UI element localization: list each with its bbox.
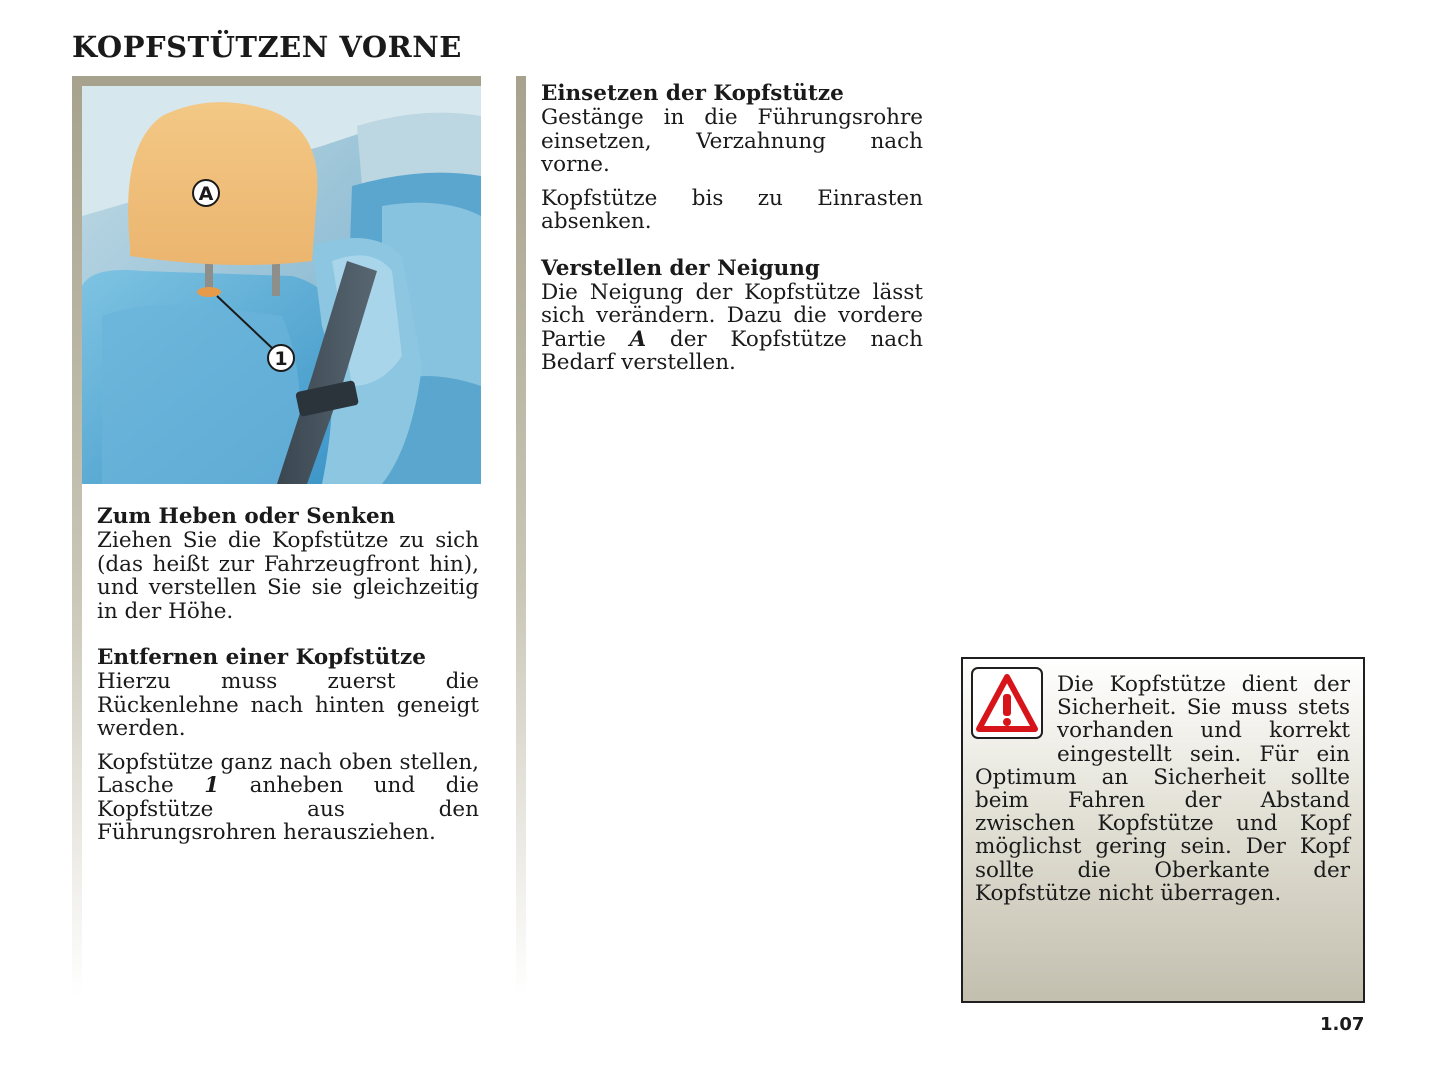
reference-a: A (629, 326, 647, 352)
paragraph-text: anheben und die Kopfstütze aus den Führungsrohren herausziehen. (97, 773, 479, 845)
section-insert-headrest (541, 81, 923, 234)
section-heading: Zum Heben oder Senken (97, 504, 396, 529)
callout-a-label: A (198, 183, 214, 205)
callout-1-label: 1 (274, 348, 288, 370)
paragraph-text: der Kopfstütze nach Bedarf verstellen. (541, 326, 924, 375)
warning-text (975, 673, 1350, 905)
section-paragraph: Gestänge in die Führungsrohre einsetzen, Verzahnung nach vorne. (541, 105, 923, 177)
section-raise-lower (97, 504, 479, 623)
paragraph-text: Die Neigung der Kopfstütze lässt sich verändern. Dazu die vordere Partie (541, 279, 923, 352)
warning-message: Die Kopfstütze dient der Sicherheit. Sie muss stets vorhanden und korrekt eingestellt sein. Für ein Optimum an Sicherheit sollte beim Fahren der Abstand zwischen Kopfstütze und Kopf möglichst gering sein. Der Kopf sollte die Oberkante der Kopfstütze nicht überragen. (975, 672, 1350, 906)
left-divider (72, 76, 82, 996)
left-column (97, 504, 479, 867)
section-paragraph: Kopfstütze bis zu Einrasten absenken. (541, 185, 923, 234)
page-title: KOPFSTÜTZEN VORNE (72, 30, 462, 64)
warning-box (961, 657, 1365, 1003)
headrest-illustration (82, 86, 481, 484)
section-paragraph: Ziehen Sie die Kopfstütze zu sich (das heißt zur Fahrzeugfront hin), und verstellen Sie sie gleichzeitig in der Höhe. (97, 528, 479, 624)
section-heading: Einsetzen der Kopfstütze (541, 81, 844, 106)
section-heading: Verstellen der Neigung (541, 255, 820, 281)
section-paragraph: Hierzu muss zuerst die Rückenlehne nach hinten geneigt werden. (97, 669, 479, 741)
section-remove-headrest (97, 645, 479, 845)
section-heading: Entfernen einer Kopfstütze (97, 645, 426, 670)
reference-1: 1 (204, 773, 220, 798)
section-paragraph (97, 751, 479, 845)
middle-column (541, 81, 923, 397)
section-adjust-tilt (541, 256, 923, 375)
paragraph-text: Kopfstütze ganz nach oben stellen, Lasche (97, 749, 479, 798)
page-number: 1.07 (1320, 1014, 1365, 1035)
top-divider (72, 76, 481, 86)
section-paragraph (541, 281, 923, 375)
middle-divider (516, 76, 526, 996)
